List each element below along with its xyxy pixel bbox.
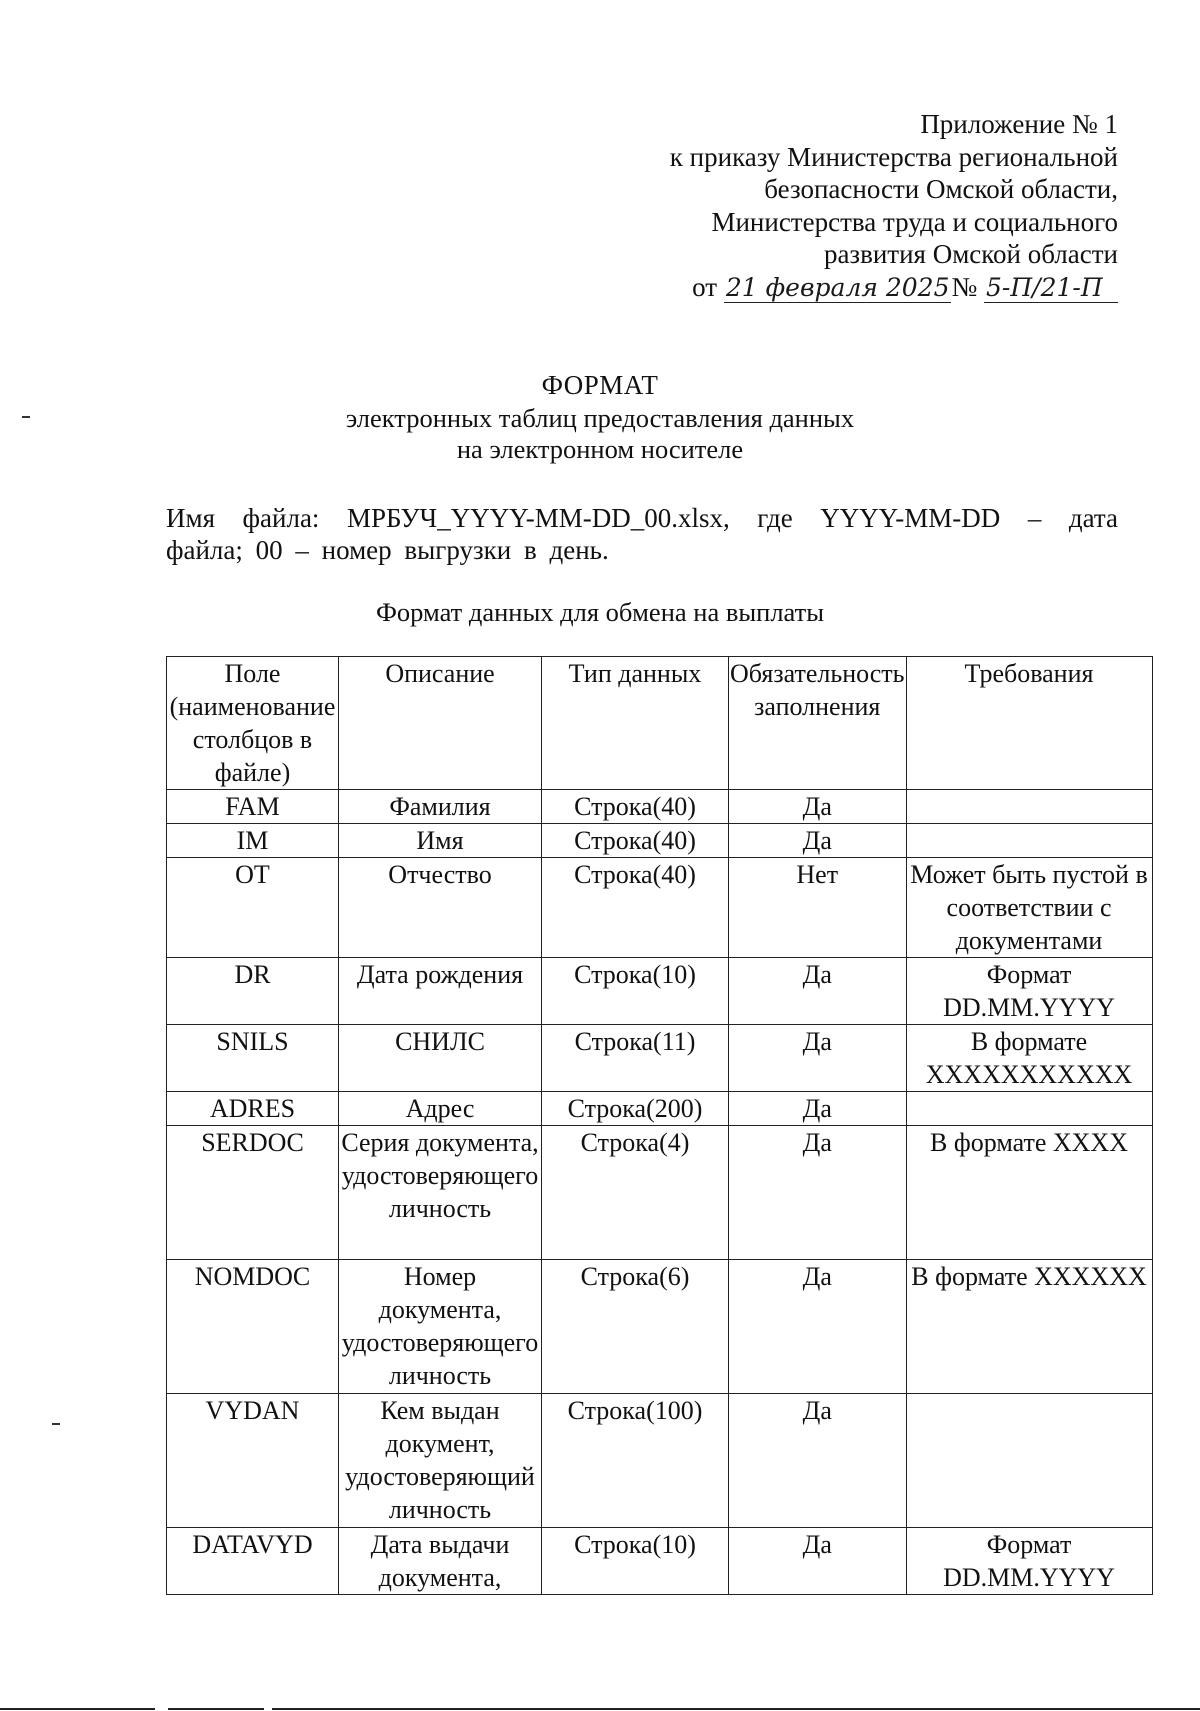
table-row (167, 1528, 1153, 1595)
cell-type: Строка(100) (542, 1394, 729, 1528)
cell-type: Строка(40) (542, 824, 729, 858)
header-field-name: Поле (наименование столбцов в файле) (167, 657, 339, 790)
header-required: Обязательность заполнения (729, 657, 907, 790)
appendix-line-1: Приложение № 1 (920, 109, 1118, 139)
cell-type: Строка(200) (542, 1092, 729, 1126)
cell-requirements (906, 790, 1152, 824)
cell-required: Да (729, 1092, 907, 1126)
cell-field: IM (167, 824, 339, 858)
cell-description: Фамилия (339, 790, 542, 824)
footer-rule (272, 1708, 1200, 1710)
cell-description: Адрес (339, 1092, 542, 1126)
document-title: ФОРМАТ (541, 370, 659, 400)
cell-type: Строка(10) (542, 1528, 729, 1595)
cell-requirements: Может быть пустой в соответствии с документами (906, 858, 1152, 958)
cell-required: Да (729, 958, 907, 1025)
footer-rule (0, 1708, 155, 1710)
scan-mark (52, 1423, 60, 1425)
data-format-table (166, 656, 1153, 1595)
table-row (167, 958, 1153, 1025)
cell-description: Кем выдан документ, удостоверяющий личность (339, 1394, 542, 1528)
cell-requirements: В формате XXXXXX (906, 1260, 1152, 1394)
cell-type: Строка(4) (542, 1126, 729, 1260)
cell-required: Да (729, 1394, 907, 1528)
document-subtitle-line-2: на электронном носителе (456, 434, 744, 464)
cell-required: Да (729, 1126, 907, 1260)
cell-type: Строка(6) (542, 1260, 729, 1394)
cell-field: NOMDOC (167, 1260, 339, 1394)
header-data-type: Тип данных (542, 657, 729, 790)
document-subtitle-line-1: электронных таблиц предоставления данных (345, 403, 855, 433)
appendix-header (670, 108, 1118, 303)
cell-required: Да (729, 1528, 907, 1595)
table-header-row (167, 657, 1153, 790)
table-row (167, 1260, 1153, 1394)
cell-description: Дата выдачи документа, (339, 1528, 542, 1595)
cell-requirements (906, 824, 1152, 858)
cell-description: Дата рождения (339, 958, 542, 1025)
table-row (167, 824, 1153, 858)
cell-requirements (906, 1092, 1152, 1126)
cell-required: Да (729, 824, 907, 858)
cell-required: Да (729, 1260, 907, 1394)
cell-requirements: В формате XXXX (906, 1126, 1152, 1260)
cell-field: OT (167, 858, 339, 958)
table-row (167, 790, 1153, 824)
cell-description: СНИЛС (339, 1025, 542, 1092)
cell-field: ADRES (167, 1092, 339, 1126)
filename-description: Имя файла: МРБУЧ_YYYY-MM-DD_00.xlsx, где YYYY-MM-DD – дата файла; 00 – номер выгрузки в день. (166, 503, 1118, 565)
handwritten-order-date: 21 февраля 2025 (725, 272, 950, 302)
appendix-line-3: безопасности Омской области, (764, 174, 1118, 204)
table-row (167, 1126, 1153, 1260)
cell-requirements (906, 1394, 1152, 1528)
cell-required: Да (729, 790, 907, 824)
cell-requirements: Формат DD.MM.YYYY (906, 958, 1152, 1025)
cell-type: Строка(10) (542, 958, 729, 1025)
cell-requirements: В формате XXXXXXXXXXX (906, 1025, 1152, 1092)
cell-type: Строка(40) (542, 858, 729, 958)
table-title: Формат данных для обмена на выплаты (375, 597, 825, 627)
cell-description: Имя (339, 824, 542, 858)
cell-field: SNILS (167, 1025, 339, 1092)
cell-field: DATAVYD (167, 1528, 339, 1595)
cell-field: SERDOC (167, 1126, 339, 1260)
handwritten-order-number: 5-П/21-П (984, 274, 1118, 303)
appendix-line-2: к приказу Министерства региональной (669, 141, 1118, 172)
cell-field: VYDAN (167, 1394, 339, 1528)
header-description: Описание (339, 657, 542, 790)
number-sign: № (951, 271, 978, 302)
cell-field: FAM (167, 790, 339, 824)
document-title-block (0, 370, 1200, 465)
table-row (167, 858, 1153, 958)
table-row (167, 1025, 1153, 1092)
cell-type: Строка(11) (542, 1025, 729, 1092)
appendix-line-5: развития Омской области (823, 239, 1118, 269)
table-row (167, 1092, 1153, 1126)
table-row (167, 1394, 1153, 1528)
cell-requirements: Формат DD.MM.YYYY (906, 1528, 1152, 1595)
cell-type: Строка(40) (542, 790, 729, 824)
cell-description: Номер документа, удостоверяющего личность (339, 1260, 542, 1394)
header-requirements: Требования (906, 657, 1152, 790)
cell-field: DR (167, 958, 339, 1025)
footer-rule (168, 1708, 264, 1710)
cell-required: Нет (729, 858, 907, 958)
cell-description: Серия документа, удостоверяющего личность (339, 1126, 542, 1260)
scan-mark (22, 416, 30, 418)
appendix-line-4: Министерства труда и социального (711, 206, 1118, 237)
order-from-prefix: от (692, 271, 718, 302)
order-date-number-line (670, 271, 1118, 304)
cell-required: Да (729, 1025, 907, 1092)
cell-description: Отчество (339, 858, 542, 958)
